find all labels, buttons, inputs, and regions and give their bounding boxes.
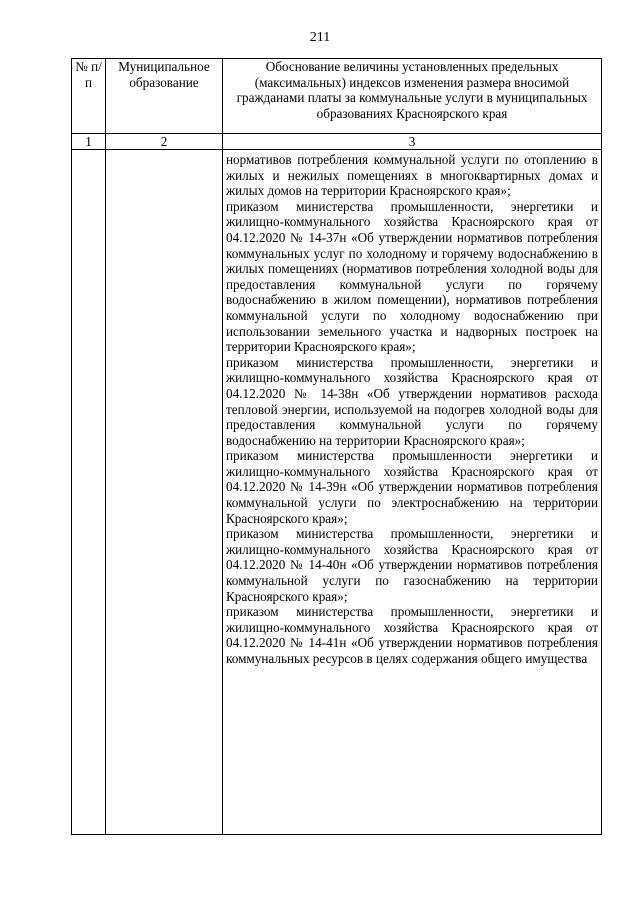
justification-paragraph: приказом министерства промышленности, энергетики и жилищно-коммунального хозяйства Красноярского края от 04.12.2020 № 14-37н «Об утверждении нормативов потребления коммунальных услуг по холодному и горячему водоснабжению в жилых помещениях (нормативов потребления холодной воды для предоставления коммунальной услуги по горячему водоснабжению в жилом помещении), нормативов потребления коммунальной услуги по холодному водоснабжению при использовании земельного участка и надворных построек на территории Красноярского края»; xyxy=(226,198,598,355)
justification-paragraph: приказом министерства промышленности энергетики и жилищно-коммунального хозяйства Красноярского края от 04.12.2020 № 14-39н «Об утверждении нормативов потребления коммунальной услуги по электроснабжению на территории Красноярского края»; xyxy=(226,448,598,526)
justification-paragraph: нормативов потребления коммунальной услуги по отоплению в жилых и нежилых помещениях в многоквартирных домах и жилых домов на территории Красноярского края»; xyxy=(226,152,598,199)
header-number: № п/п xyxy=(72,59,106,134)
column-number-2: 2 xyxy=(106,134,223,150)
header-municipality: Муниципальное образование xyxy=(106,59,223,134)
table-row xyxy=(72,150,602,835)
row-municipality-cell xyxy=(106,150,223,835)
page-number: 211 xyxy=(309,30,331,45)
header-justification: Обоснование величины установленных предельных (максимальных) индексов изменения размера вносимой гражданами платы за коммунальные услуги в муниципальных образованиях Красноярского края xyxy=(223,59,602,134)
row-number-cell xyxy=(72,150,106,835)
column-number-1: 1 xyxy=(72,134,106,150)
justification-paragraph: приказом министерства промышленности, энергетики и жилищно-коммунального хозяйства Красноярского края от 04.12.2020 № 14-40н «Об утверждении нормативов потребления коммунальной услуги по газоснабжению на территории Красноярского края»; xyxy=(226,526,598,604)
column-number-row xyxy=(72,134,602,150)
justification-table xyxy=(71,58,602,835)
justification-paragraph: приказом министерства промышленности, энергетики и жилищно-коммунального хозяйства Красноярского края от 04.12.2020 № 14-41н «Об утверждении нормативов потребления коммунальных ресурсов в целях содержания общего имущества xyxy=(226,604,598,666)
table-header-row xyxy=(72,59,602,134)
column-number-3: 3 xyxy=(223,134,602,150)
justification-paragraph: приказом министерства промышленности, энергетики и жилищно-коммунального хозяйства Красноярского края от 04.12.2020 № 14-38н «Об утверждении нормативов расхода тепловой энергии, используемой на подогрев холодной воды для предоставления коммунальной услуги по горячему водоснабжению на территории Красноярского края»; xyxy=(226,354,598,448)
row-justification-cell xyxy=(223,150,602,835)
